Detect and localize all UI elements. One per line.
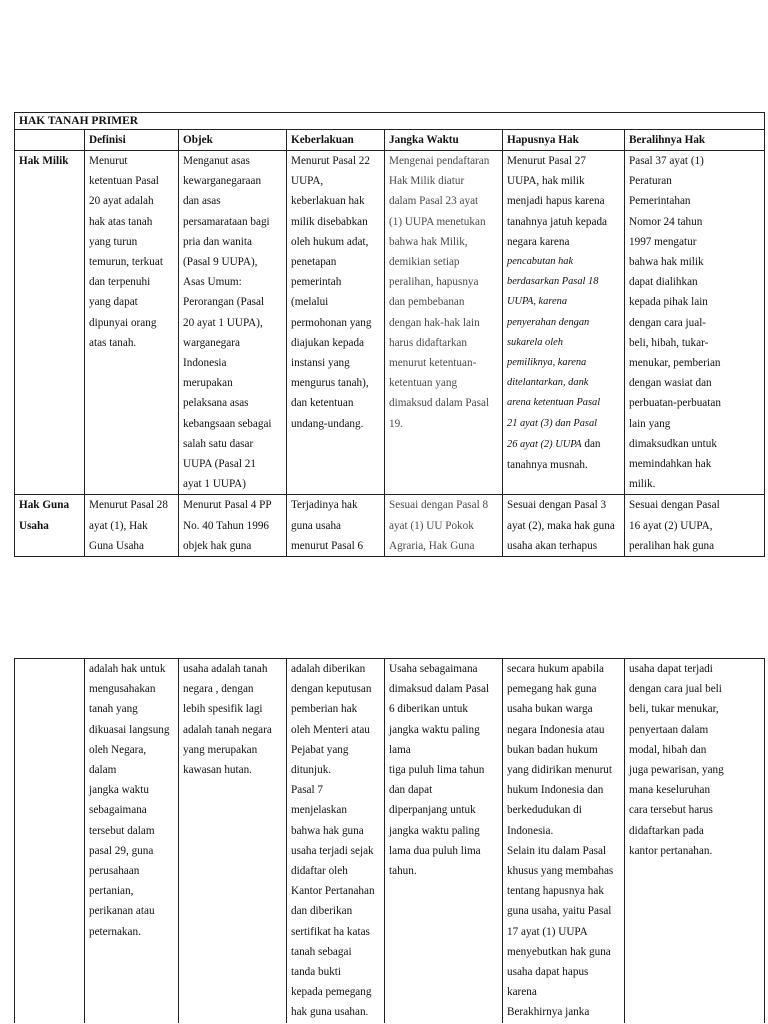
text-line: dikuasai langsung (89, 723, 170, 736)
text-line: penyertaan dalam (629, 723, 709, 736)
text-line: juga pewarisan, yang (629, 764, 724, 777)
text-line: adalah diberikan (291, 663, 366, 675)
text-line: Pejabat yang (291, 743, 349, 756)
text-line: Menurut Pasal 4 PP (183, 499, 272, 512)
text-line: bukan badan hukum (507, 743, 598, 756)
cell-definisi (85, 659, 179, 1023)
text-line: lama (389, 743, 411, 756)
hapusnya-italic-ref: 26 ayat (2) UUPA (507, 438, 582, 450)
text-line: ayat (2), maka hak guna (507, 519, 615, 532)
text-line: menjadi hapus karena (507, 195, 605, 208)
text-line: pelaksana asas (183, 397, 249, 410)
text-line: berkedudukan di (507, 804, 582, 817)
text-line: bahwa hak Milik, (389, 235, 468, 248)
cell-hapusnya-hak (503, 151, 625, 495)
text-line: Usaha (19, 519, 49, 532)
text-line: ditunjuk. (291, 764, 332, 777)
cell-keberlakuan (287, 659, 385, 1023)
text-line: dan terpenuhi (89, 276, 151, 289)
text-line: yang merupakan (183, 743, 258, 756)
text-line: dengan hak-hak lain (389, 316, 480, 329)
text-line: jangka waktu paling (389, 824, 480, 837)
text-line: ayat (1), Hak (89, 519, 148, 532)
text-line: UUPA, karena (507, 296, 568, 308)
text-line: ketentuan Pasal (89, 175, 159, 188)
cell-hapusnya-hak (503, 659, 625, 1023)
text-line: dan pembebanan (389, 296, 465, 309)
text-line: adalah tanah negara (183, 723, 272, 736)
text-line: tanah sebagai (291, 945, 352, 958)
text-line: hak atas tanah (89, 215, 153, 228)
text-line: pemerintah (291, 276, 342, 289)
text-line: merupakan (183, 377, 233, 390)
text-line: Sesuai dengan Pasal (629, 499, 720, 512)
text-line: mengusahakan (89, 683, 156, 696)
text-line: hak guna usahan. (291, 1006, 369, 1019)
text-line: yang dapat (89, 296, 138, 309)
text-line: bahwa hak guna (291, 824, 364, 837)
header-objek: Objek (179, 130, 287, 151)
text-line: ayat (1) UU Pokok (389, 519, 474, 532)
table-continuation (14, 658, 764, 1023)
text-line: usaha dapat terjadi (629, 663, 713, 675)
text-line: dimaksud dalam Pasal (389, 397, 490, 410)
text-line: pemberian hak (291, 703, 358, 716)
text-line: temurun, terkuat (89, 256, 163, 269)
text-line: dengan keputusan (291, 683, 372, 696)
text-line: negara Indonesia atau (507, 723, 605, 736)
text-line: diperpanjang untuk (389, 804, 476, 817)
cell-definisi (85, 151, 179, 495)
text-line: oleh Negara, (89, 743, 147, 756)
text-line: karena (507, 986, 537, 999)
text-line: Pasal 37 ayat (1) (629, 155, 704, 167)
text-line: tanahnya musnah. (507, 459, 588, 472)
text-line: lain yang (629, 417, 671, 430)
text-line: tiga puluh lima tahun (389, 764, 485, 777)
table-row-hak-milik (15, 151, 765, 495)
text-line: milik. (629, 478, 656, 491)
text-line: dipunyai orang (89, 316, 157, 329)
text-line: tersebut dalam (89, 824, 155, 837)
text-line: didaftarkan pada (629, 824, 704, 837)
text-line: ayat 1 UUPA) (183, 478, 246, 491)
text-line: undang-undang. (291, 417, 364, 430)
text-line: (1) UUPA menetukan (389, 215, 486, 228)
cell-jangka-waktu (385, 495, 503, 557)
text-line: jangka waktu paling (389, 723, 480, 736)
cell-objek (179, 659, 287, 1023)
text-line: Sesuai dengan Pasal 3 (507, 499, 607, 512)
text-line: (Pasal 9 UUPA), (183, 256, 258, 269)
hapusnya-italic-text (507, 252, 620, 434)
text-line: Selain itu dalam Pasal (507, 844, 607, 857)
text-line: Menurut (89, 155, 128, 167)
text-line: Usaha sebagaimana (389, 663, 478, 675)
text-line: (melalui (291, 296, 329, 309)
text-line: warganegara (183, 336, 240, 349)
cell-beralihnya-hak (625, 495, 765, 557)
row-label-hgu (15, 495, 85, 557)
text-line: ditelantarkan, dank (507, 377, 589, 389)
text-line: dimaksudkan untuk (629, 437, 717, 450)
text-line: UUPA (Pasal 21 (183, 458, 256, 471)
text-line: peternakan. (89, 925, 141, 938)
text-line: keberlakuan hak (291, 195, 365, 208)
text-line: guna usaha (291, 519, 342, 532)
text-line: lebih spesifik lagi (183, 703, 263, 716)
text-line: dan asas (183, 195, 221, 208)
text-line: Menurut Pasal 27 (507, 155, 586, 167)
text-line: perbuatan-perbuatan (629, 397, 721, 410)
text-line: Peraturan (629, 175, 672, 188)
cell-empty-label (15, 659, 85, 1023)
text-line: tahun. (389, 865, 417, 878)
text-line: dengan cara jual beli (629, 683, 722, 696)
text-line: 20 ayat adalah (89, 195, 154, 208)
text-line: persamarataan bagi (183, 215, 270, 228)
text-line: Mengenai pendaftaran (389, 155, 490, 167)
cell-jangka-waktu (385, 659, 503, 1023)
text-line: kepada pihak lain (629, 296, 708, 309)
text-line: usaha adalah tanah (183, 663, 268, 675)
text-line: sebagaimana (89, 804, 147, 817)
text-line: diajukan kepada (291, 336, 364, 349)
hapusnya-mixed-line (507, 434, 620, 455)
text-line: 6 diberikan untuk (389, 703, 468, 716)
header-beralihnya-hak: Beralihnya Hak (625, 130, 765, 151)
text-line: yang turun (89, 235, 138, 248)
title-row (15, 113, 765, 130)
text-line: negara karena (507, 235, 570, 248)
text-line: usaha akan terhapus (507, 539, 598, 552)
text-line: Guna Usaha (89, 539, 144, 552)
text-line: tanda bukti (291, 966, 342, 979)
text-line: perikanan atau (89, 905, 155, 918)
text-line: dapat dialihkan (629, 276, 698, 289)
text-line: Indonesia. (507, 824, 554, 837)
text-line: beli, tukar menukar, (629, 703, 719, 716)
text-line: Nomor 24 tahun (629, 215, 703, 228)
text-line: menjelaskan (291, 804, 347, 817)
text-line: tentang hapusnya hak (507, 885, 604, 898)
text-line: adalah hak untuk (89, 663, 166, 675)
text-line: demikian setiap (389, 256, 460, 269)
text-line: pemegang hak guna (507, 683, 597, 696)
text-line: sukarela oleh (507, 336, 563, 348)
text-line: jangka waktu (89, 784, 149, 797)
table-title: HAK TANAH PRIMER (15, 113, 765, 130)
text-line: dan diberikan (291, 905, 353, 918)
text-line: 20 ayat 1 UUPA), (183, 316, 263, 329)
text-line: Asas Umum: (183, 276, 242, 289)
text-line: tanah yang (89, 703, 138, 716)
text-line: kebangsaan sebagai (183, 417, 272, 430)
cell-keberlakuan (287, 495, 385, 557)
text-line: yang didirikan menurut (507, 764, 613, 777)
text-line: khusus yang membahas (507, 865, 614, 878)
text-line: peralihan hak guna (629, 539, 715, 552)
text-line: 19. (389, 417, 403, 430)
cell-definisi (85, 495, 179, 557)
text-line: dimaksud dalam Pasal (389, 683, 490, 696)
text-line: dengan wasiat dan (629, 377, 712, 390)
text-line: dalam (89, 764, 117, 777)
cell-jangka-waktu (385, 151, 503, 495)
text-line: harus didaftarkan (389, 336, 467, 349)
text-line: berdasarkan Pasal 18 (507, 276, 599, 288)
header-jangka-waktu: Jangka Waktu (385, 130, 503, 151)
cell-beralihnya-hak (625, 659, 765, 1023)
text-line: Menurut Pasal 28 (89, 499, 168, 512)
text-line: kewarganegaraan (183, 175, 262, 188)
text-line: Kantor Pertanahan (291, 885, 375, 898)
text-line: pertanian, (89, 885, 134, 898)
text-line: mana keseluruhan (629, 784, 711, 797)
text-line: kepada pemegang (291, 986, 372, 999)
text-line: UUPA, (291, 175, 324, 188)
hapusnya-normal-text (507, 151, 620, 252)
text-line: dengan cara jual- (629, 316, 707, 329)
text-line: objek hak guna (183, 539, 252, 552)
text-line: cara tersebut harus (629, 804, 713, 817)
text-line: 1997 mengatur (629, 235, 697, 248)
hapusnya-end-text (507, 455, 620, 475)
text-line: lama dua puluh lima (389, 844, 481, 857)
cell-beralihnya-hak (625, 151, 765, 495)
text-line: dalam Pasal 23 ayat (389, 195, 479, 208)
text-line: peralihan, hapusnya (389, 276, 479, 289)
text-line: salah satu dasar (183, 437, 254, 450)
text-line: pencabutan hak (507, 256, 574, 268)
text-line: hukum Indonesia dan (507, 784, 604, 797)
cell-objek (179, 151, 287, 495)
text-line: arena ketentuan Pasal (507, 397, 601, 409)
cell-hapusnya-hak (503, 495, 625, 557)
text-line: bahwa hak milik (629, 256, 704, 269)
text-line: oleh hukum adat, (291, 235, 369, 248)
text-line: milik disebabkan (291, 215, 368, 228)
text-line: tanahnya jatuh kepada (507, 215, 608, 228)
text-line: menurut ketentuan- (389, 357, 477, 370)
text-line: modal, hibah dan (629, 743, 707, 756)
text-line: sertifikat ha katas (291, 925, 370, 938)
text-line: kawasan hutan. (183, 764, 252, 777)
text-line: usaha terjadi sejak (291, 844, 374, 857)
text-line: penetapan (291, 256, 337, 269)
text-line: negara , dengan (183, 683, 254, 696)
text-line: pria dan wanita (183, 235, 252, 248)
text-line: perusahaan (89, 865, 140, 878)
text-line: Perorangan (Pasal (183, 296, 265, 309)
hapusnya-conjunction: dan (581, 437, 601, 450)
text-line: usaha dapat hapus (507, 966, 589, 979)
text-line: menukar, pemberian (629, 357, 721, 370)
text-line: Indonesia (183, 357, 227, 370)
text-line: No. 40 Tahun 1996 (183, 519, 270, 532)
table-row-hgu-continued (15, 659, 765, 1023)
text-line: Pemerintahan (629, 195, 691, 208)
text-line: usaha bukan warga (507, 703, 593, 716)
text-line: menurut Pasal 6 (291, 539, 364, 552)
text-line: pemiliknya, karena (507, 357, 587, 369)
text-line: mengurus tanah), (291, 377, 369, 390)
text-line: atas tanah. (89, 336, 137, 349)
text-line: Menurut Pasal 22 (291, 155, 370, 167)
text-line: Hak Milik diatur (389, 175, 465, 188)
text-line: dan dapat (389, 784, 433, 797)
text-line: 17 ayat (1) UUPA (507, 925, 588, 938)
text-line: Agraria, Hak Guna (389, 539, 475, 552)
text-line: memindahkan hak (629, 458, 712, 471)
text-line: didaftar oleh (291, 865, 348, 878)
text-line: oleh Menteri atau (291, 723, 370, 736)
text-line: kantor pertanahan. (629, 844, 713, 857)
cell-keberlakuan (287, 151, 385, 495)
text-line: menyebutkan hak guna (507, 945, 611, 958)
header-cell (15, 130, 85, 151)
text-line: UUPA, hak milik (507, 175, 585, 188)
text-line: Menganut asas (183, 155, 250, 167)
text-line: 16 ayat (2) UUPA, (629, 519, 713, 532)
header-keberlakuan: Keberlakuan (287, 130, 385, 151)
text-line: penyerahan dengan (507, 316, 590, 328)
table-top (14, 112, 764, 557)
text-line: dan ketentuan (291, 397, 354, 410)
text-line: Berakhirnya janka (507, 1006, 590, 1019)
text-line: Sesuai dengan Pasal 8 (389, 499, 489, 512)
header-hapusnya-hak: Hapusnya Hak (503, 130, 625, 151)
text-line: 21 ayat (3) dan Pasal (507, 417, 598, 429)
cell-objek (179, 495, 287, 557)
text-line: beli, hibah, tukar- (629, 336, 709, 349)
text-line: instansi yang (291, 357, 350, 370)
text-line: pasal 29, guna (89, 844, 154, 857)
header-definisi: Definisi (85, 130, 179, 151)
text-line: secara hukum apabila (507, 663, 604, 675)
text-line: Pasal 7 (291, 784, 324, 797)
header-row (15, 130, 765, 151)
text-line: ketentuan yang (389, 377, 458, 390)
text-line: Terjadinya hak (291, 499, 358, 512)
text-line: guna usaha, yaitu Pasal (507, 905, 612, 918)
text-line: Hak Guna (19, 499, 70, 512)
row-label-hak-milik: Hak Milik (15, 151, 85, 495)
table-row-hgu (15, 495, 765, 557)
text-line: permohonan yang (291, 316, 372, 329)
